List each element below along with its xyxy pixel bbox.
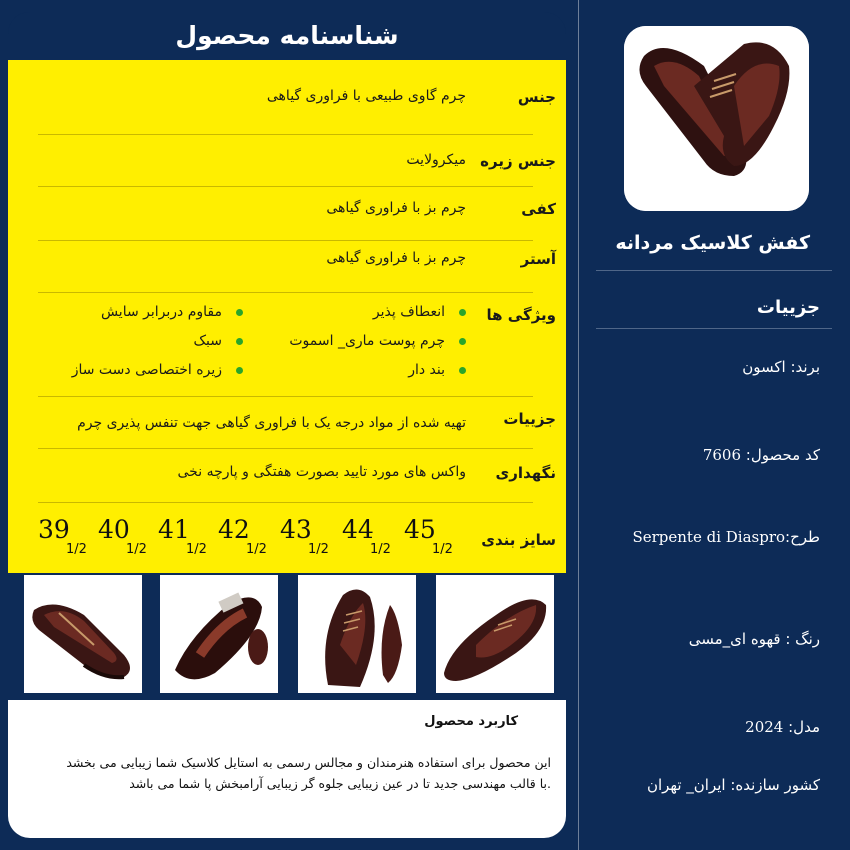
spec-label: نگهداری [495, 464, 556, 482]
spec-label: جنس [517, 88, 556, 106]
size-number: 39 [38, 515, 70, 544]
size-fraction: 1/2 [246, 542, 267, 557]
design-info: طرح:Serpente di Diaspro [632, 528, 820, 546]
product-title: کفش کلاسیک مردانه [615, 232, 810, 254]
bullet-icon [236, 338, 243, 345]
size-option [404, 515, 453, 561]
bullet-icon [236, 309, 243, 316]
size-fraction: 1/2 [370, 542, 391, 557]
size-number: 44 [342, 515, 374, 544]
shoe-top-view-image [298, 575, 416, 693]
details-heading: جزییات [756, 297, 820, 318]
right-divider [596, 328, 832, 329]
row-divider [38, 186, 533, 187]
bullet-icon [459, 309, 466, 316]
shoe-sole-view-image [160, 575, 278, 693]
spec-label: ویژگی ها [486, 306, 556, 324]
feature-item: چرم پوست ماری_ اسموت [256, 331, 466, 360]
spec-value: چرم بز با فراوری گیاهی [326, 250, 466, 266]
size-number: 43 [280, 515, 312, 544]
spec-sheet-title: شناسنامه محصول [8, 12, 566, 60]
usage-line: این محصول برای استفاده هنرمندان و مجالس رسمی به استایل کلاسیک شما زیبایی می بخشد [66, 755, 551, 770]
panel-divider [578, 0, 579, 850]
size-option [342, 515, 391, 561]
size-option [280, 515, 329, 561]
size-option [158, 515, 207, 561]
spec-row-sizes [8, 515, 566, 565]
shoe-photo-2[interactable] [160, 575, 278, 693]
spec-value: واکس های مورد تایید بصورت هفتگی و پارچه نخی [177, 464, 466, 480]
feature-item: زیره اختصاصی دست ساز [33, 360, 243, 389]
feature-item: انعطاف پذیر [256, 302, 466, 331]
right-divider [596, 270, 832, 271]
size-fraction: 1/2 [186, 542, 207, 557]
code-info: کد محصول: 7606 [702, 446, 820, 464]
spec-value: چرم بز با فراوری گیاهی [326, 200, 466, 216]
spec-value: میکرولایت [406, 152, 466, 168]
features-column-1 [256, 302, 466, 389]
bullet-icon [236, 367, 243, 374]
spec-label: آستر [520, 250, 556, 268]
usage-title: کاربرد محصول [424, 714, 518, 729]
product-spec-panel [8, 12, 566, 838]
row-divider [38, 448, 533, 449]
product-main-image[interactable] [624, 26, 809, 211]
usage-box [8, 700, 566, 838]
shoe-angle-view-image [436, 575, 554, 693]
shoe-pair-image [624, 26, 809, 211]
size-option [38, 515, 87, 561]
bullet-icon [459, 338, 466, 345]
spec-label: جزییات [503, 410, 556, 428]
size-fraction: 1/2 [432, 542, 453, 557]
size-number: 45 [404, 515, 436, 544]
spec-label: کفی [521, 200, 556, 218]
size-number: 42 [218, 515, 250, 544]
row-divider [38, 240, 533, 241]
model-info: مدل: 2024 [745, 718, 820, 736]
spec-label: جنس زیره [480, 152, 556, 170]
size-fraction: 1/2 [66, 542, 87, 557]
brand-info: برند: اکسون [742, 358, 820, 376]
size-number: 41 [158, 515, 190, 544]
spec-value: تهیه شده از مواد درجه یک با فراوری گیاهی جهت تنفس پذیری چرم [77, 415, 466, 431]
row-divider [38, 134, 533, 135]
row-divider [38, 396, 533, 397]
usage-line: .با قالب مهندسی جدید تا در عین زیبایی جلوه گر زیبایی آرامبخش پا شما می باشد [129, 776, 551, 791]
row-divider [38, 502, 533, 503]
usage-description [21, 752, 551, 794]
shoe-photo-3[interactable] [298, 575, 416, 693]
spec-label: سایز بندی [481, 531, 556, 549]
shoe-photo-1[interactable] [24, 575, 142, 693]
feature-item: بند دار [256, 360, 466, 389]
spec-table [8, 60, 566, 573]
size-fraction: 1/2 [308, 542, 329, 557]
size-option [98, 515, 147, 561]
country-info: کشور سازنده: ایران_ تهران [646, 776, 820, 794]
size-number: 40 [98, 515, 130, 544]
feature-item: مقاوم دربرابر سایش [33, 302, 243, 331]
row-divider [38, 292, 533, 293]
size-option [218, 515, 267, 561]
features-column-2 [33, 302, 243, 389]
color-info: رنگ : قهوه ای_مسی [688, 630, 820, 648]
shoe-side-view-image [24, 575, 142, 693]
bullet-icon [459, 367, 466, 374]
shoe-photo-4[interactable] [436, 575, 554, 693]
feature-item: سبک [33, 331, 243, 360]
spec-value: چرم گاوی طبیعی با فراوری گیاهی [266, 88, 466, 104]
size-fraction: 1/2 [126, 542, 147, 557]
